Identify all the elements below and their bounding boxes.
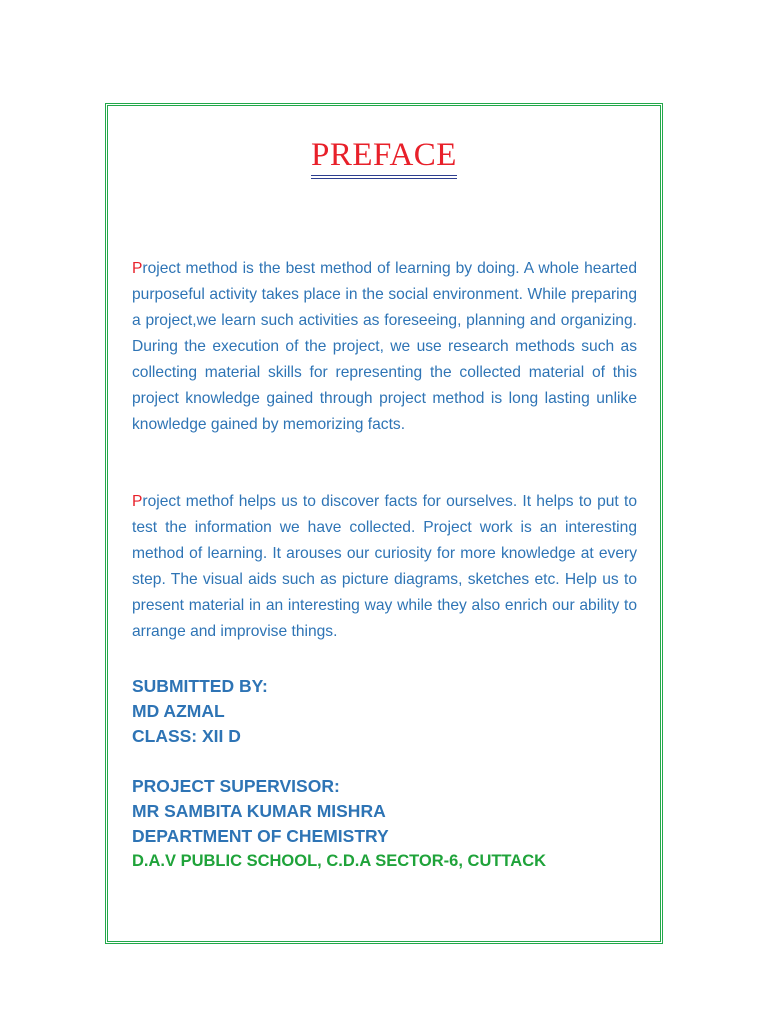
title-container (0, 137, 768, 179)
page-title: PREFACE (311, 137, 457, 179)
supervisor-department: DEPARTMENT OF CHEMISTRY (132, 826, 389, 846)
paragraph-1-text: roject method is the best method of learning by doing. A whole hearted purposeful activity takes place in the social environment. While preparing a project,we learn such activities as foreseeing, planning and organizing. During the execution of the project, we use research methods such as collecting material skills for representing the collected material of this project knowledge gained through project method is long lasting unlike knowledge gained by memorizing facts. (132, 260, 637, 433)
paragraph-2-text: roject methof helps us to discover facts for ourselves. It helps to put to test the information we have collected. Project work is an interesting method of learning. It arouses our curiosity for more knowledge at every step. The visual aids such as picture diagrams, sketches etc. Help us to present material in an interesting way while they also enrich our ability to arrange and improvise things. (132, 493, 637, 640)
student-name: MD AZMAL (132, 701, 225, 721)
preface-paragraph-1 (132, 256, 637, 438)
preface-paragraph-2 (132, 489, 637, 645)
student-class: CLASS: XII D (132, 726, 241, 746)
school-name: D.A.V PUBLIC SCHOOL, C.D.A SECTOR-6, CUTTACK (132, 852, 547, 870)
supervisor-name: MR SAMBITA KUMAR MISHRA (132, 801, 386, 821)
paragraph-1-initial: P (132, 260, 143, 277)
paragraph-2-initial: P (132, 493, 143, 510)
submitted-by-heading: SUBMITTED BY: (132, 676, 268, 696)
supervisor-heading: PROJECT SUPERVISOR: (132, 776, 340, 796)
